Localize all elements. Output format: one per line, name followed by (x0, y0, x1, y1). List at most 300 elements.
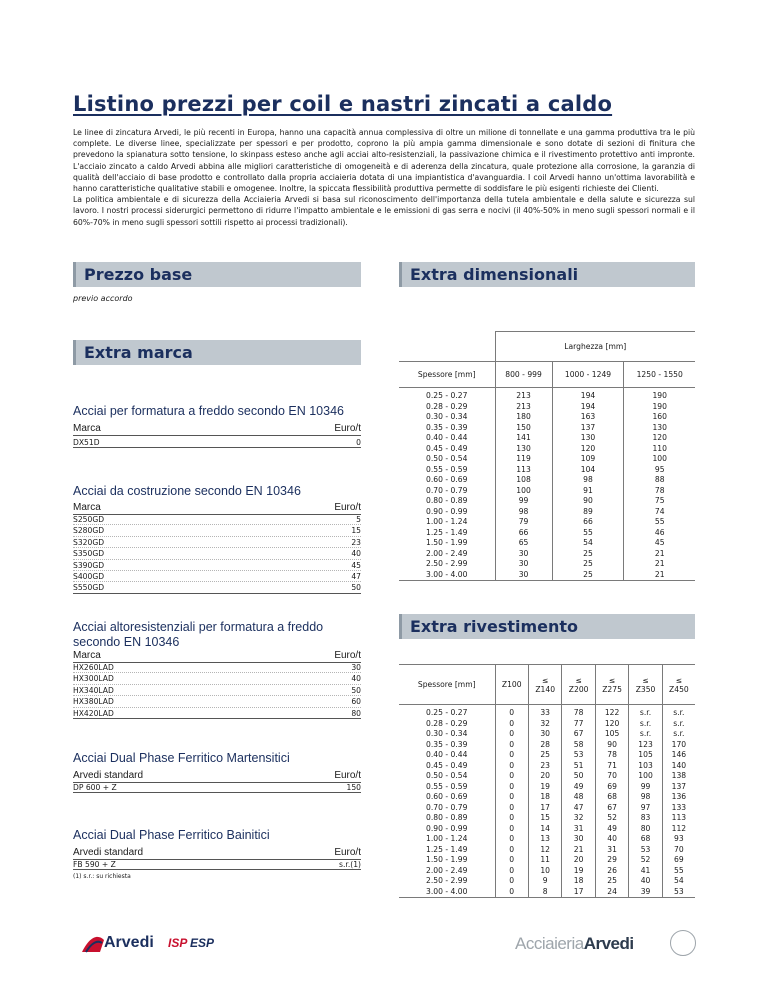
table-cell: 32 (540, 718, 551, 728)
table-row (73, 560, 361, 571)
table-cell: 30 (540, 729, 551, 738)
table-cell: 0.25 - 0.27 (426, 391, 468, 400)
table-cell: 70 (674, 844, 684, 854)
value-column (629, 705, 662, 898)
section-title: Extra rivestimento (410, 617, 579, 636)
table-cell: 1.25 - 1.49 (426, 527, 468, 537)
table-cell: 39 (640, 886, 651, 896)
table-cell: 1.50 - 1.99 (426, 538, 468, 547)
value-column (552, 388, 624, 581)
thickness-header: Spessore [mm] (399, 665, 495, 705)
table-cell: s.r. (673, 729, 685, 738)
table-cell: 9 (542, 876, 548, 885)
price-cell: 47 (351, 571, 361, 581)
marca-cell: DP 600 + Z (73, 783, 117, 792)
col-euro: Euro/t (334, 502, 361, 513)
table-cell: 79 (518, 517, 529, 526)
table-cell: 100 (516, 485, 531, 495)
arvedi-wordmark: Arvedi (104, 934, 154, 951)
table-cell: 1.00 - 1.24 (426, 517, 468, 526)
group-rows (73, 514, 361, 594)
table-cell: 0 (509, 834, 515, 843)
table-cell: 137 (671, 781, 687, 791)
col-euro: Euro/t (334, 423, 361, 434)
table-cell: 213 (516, 391, 531, 400)
table-cell: 137 (580, 422, 596, 432)
col-marca: Arvedi standard (73, 770, 144, 781)
table-cell: 52 (607, 813, 617, 822)
table-cell: 1.50 - 1.99 (426, 855, 468, 864)
table-cell: 160 (652, 412, 667, 421)
table-cell: 0 (509, 792, 515, 801)
table-cell: 55 (674, 865, 684, 875)
marca-cell: S390GD (73, 560, 105, 570)
marca-cell: DX51D (73, 438, 100, 447)
table-cell: 53 (674, 886, 684, 896)
table-cell: 49 (573, 781, 584, 791)
table-cell: 25 (583, 569, 593, 579)
value-column (624, 388, 695, 581)
col-header: ≤ Z200 (562, 665, 595, 705)
table-cell: 31 (607, 844, 617, 854)
col-header: Z100 (495, 665, 528, 705)
section-band-extra-rivestimento (399, 614, 695, 639)
table-cell: 19 (540, 781, 551, 791)
thickness-column (399, 388, 495, 581)
group-title: Acciai da costruzione secondo EN 10346 (73, 484, 301, 498)
table-row (73, 708, 361, 719)
table-cell: 53 (640, 844, 651, 854)
table-cell: 0.55 - 0.59 (426, 781, 468, 791)
table-cell: 0.60 - 0.69 (426, 475, 468, 484)
section-title: Extra marca (84, 343, 193, 362)
table-cell: 66 (583, 517, 593, 526)
table-cell: 13 (540, 834, 551, 843)
table-cell: 0.40 - 0.44 (426, 433, 468, 442)
table-cell: 113 (516, 464, 531, 474)
price-cell: 15 (351, 526, 361, 536)
table-cell: 112 (671, 823, 687, 833)
table-cell: 103 (638, 760, 653, 770)
table-cell: 190 (652, 391, 667, 400)
table-cell: 30 (518, 559, 529, 568)
col-marca: Marca (73, 650, 101, 661)
table-cell: 213 (516, 401, 531, 411)
table-cell: 104 (580, 464, 596, 474)
table-cell: 23 (540, 760, 551, 770)
table-cell: 25 (583, 548, 593, 558)
table-cell: 15 (540, 813, 551, 822)
table-cell: 0 (509, 781, 515, 791)
col-euro: Euro/t (334, 847, 361, 858)
table-cell: 2.00 - 2.49 (426, 865, 468, 875)
value-column (495, 705, 528, 898)
emblem-icon (670, 930, 696, 956)
table-cell: 26 (607, 865, 617, 875)
table-cell: 98 (640, 792, 651, 801)
table-cell: 28 (540, 739, 551, 749)
table-cell: 0.35 - 0.39 (426, 422, 468, 432)
table-cell: 52 (640, 855, 651, 864)
table-cell: 78 (573, 708, 584, 717)
table-cell: 10 (540, 865, 551, 875)
table-cell: 70 (607, 771, 617, 780)
table-cell: 0 (509, 813, 515, 822)
marca-cell: S550GD (73, 583, 105, 593)
table-cell: 0.55 - 0.59 (426, 464, 468, 474)
extra-rivestimento-table (399, 664, 695, 898)
table-cell: 110 (652, 443, 667, 453)
col-header: 800 - 999 (495, 362, 552, 388)
value-column (595, 705, 628, 898)
price-cell: s.r.(1) (339, 860, 361, 869)
table-cell: 65 (518, 538, 529, 547)
arvedi-logo (80, 932, 220, 960)
table-cell: 138 (671, 771, 687, 780)
price-cell: 150 (346, 783, 361, 792)
intro-paragraph-1: Le linee di zincatura Arvedi, le più recenti in Europa, hanno una capacità annua complessiva di oltre un milione di tonnellate e una gamma produttiva tra le più complete. Le diverse linee, specializzate per spessori e per prodotto, coprono la più ampia gamma dimensionale e sono dotate di sezioni di finitura che prevedono la spianatura sotto tensione, lo skinpass esteso anche agli acciai alto-resistenziali, la passivazione chimica e il rivestimento protettivo anti impronte. L'acciaio zincato a caldo Arvedi abbina alle migliori caratteristiche di omogeneità e di aderenza della zincatura, quale protezione alla corrosione, la garanzia di qualità dell'acciaio di base prodotto e controllato dalla propria acciaieria dotata di una impiantistica d'avanguardia. I coil Arvedi hanno un'ottima lavorabilità e hanno caratteristiche qualitative stabili e omogenee. Inoltre, la spiccata flessibilità produttiva permette di soddisfare le più esigenti richieste dei Clienti. (73, 128, 695, 194)
table-row (73, 673, 361, 684)
price-cell: 60 (351, 697, 361, 707)
table-cell: 67 (573, 729, 584, 738)
table-row (73, 571, 361, 582)
table-cell: 109 (580, 454, 596, 463)
table-cell: 1.00 - 1.24 (426, 834, 468, 843)
table-cell: 130 (516, 443, 531, 453)
table-cell: 90 (607, 739, 617, 749)
logo-bold-text: Arvedi (583, 934, 634, 953)
table-cell: 170 (671, 739, 687, 749)
table-cell: 93 (674, 834, 684, 843)
table-cell: 21 (654, 548, 665, 558)
table-cell: 24 (607, 886, 617, 896)
width-header: Larghezza [mm] (495, 332, 695, 362)
marca-cell: S400GD (73, 571, 105, 581)
table-cell: 130 (652, 422, 667, 432)
table-cell: 69 (674, 855, 684, 864)
table-cell: 1.25 - 1.49 (426, 844, 468, 854)
acciaieria-arvedi-logo (515, 934, 634, 954)
logo-light-text: Acciaieria (515, 934, 584, 953)
table-cell: 146 (671, 750, 687, 759)
table-cell: 141 (516, 433, 531, 442)
table-cell: 0.80 - 0.89 (426, 813, 468, 822)
table-cell: 0.70 - 0.79 (426, 485, 468, 495)
table-cell: 0 (509, 865, 515, 875)
marca-cell: HX340LAD (73, 685, 114, 695)
value-column (528, 705, 561, 898)
table-cell: 78 (654, 485, 665, 495)
table-cell: 67 (607, 802, 617, 812)
section-title: Extra dimensionali (410, 265, 579, 284)
marca-cell: HX300LAD (73, 674, 114, 684)
table-cell: 25 (583, 559, 593, 568)
table-cell: 98 (518, 506, 529, 516)
table-cell: 3.00 - 4.00 (426, 886, 468, 896)
table-cell: 90 (583, 496, 593, 505)
table-cell: 21 (654, 569, 665, 579)
table-row (73, 859, 361, 870)
table-cell: 21 (654, 559, 665, 568)
table-cell: 18 (573, 876, 584, 885)
thickness-header: Spessore [mm] (399, 362, 495, 388)
table-cell: 180 (516, 412, 531, 421)
extra-dimensionali-table (399, 331, 695, 581)
table-cell: 136 (671, 792, 687, 801)
marca-cell: FB 590 + Z (73, 860, 116, 869)
table-cell: 0.30 - 0.34 (426, 412, 468, 421)
table-cell: 97 (640, 802, 651, 812)
table-cell: 0.35 - 0.39 (426, 739, 468, 749)
table-cell: 0.80 - 0.89 (426, 496, 468, 505)
table-cell: 105 (638, 750, 653, 759)
price-cell: 50 (351, 685, 361, 695)
table-cell: 58 (573, 739, 584, 749)
table-cell: 130 (580, 433, 596, 442)
table-cell: 51 (573, 760, 584, 770)
page-title: Listino prezzi per coil e nastri zincati a caldo (73, 92, 613, 116)
table-cell: s.r. (673, 708, 685, 717)
esp-wordmark: ESP (190, 936, 215, 950)
table-cell: 0.90 - 0.99 (426, 823, 468, 833)
marca-cell: S320GD (73, 537, 105, 547)
table-cell: 25 (607, 876, 617, 885)
table-cell: 2.50 - 2.99 (426, 559, 468, 568)
table-cell: 194 (580, 391, 596, 400)
table-cell: 119 (516, 454, 531, 463)
table-cell: 29 (607, 855, 617, 864)
group-rows (73, 859, 361, 870)
table-cell: 0.60 - 0.69 (426, 792, 468, 801)
table-row (73, 685, 361, 696)
table-cell: 80 (640, 823, 651, 833)
table-cell: 0.50 - 0.54 (426, 771, 468, 780)
table-cell: 20 (573, 855, 584, 864)
group-header (73, 423, 361, 436)
price-cell: 40 (351, 549, 361, 559)
table-row (73, 537, 361, 548)
value-column (495, 388, 552, 581)
table-cell: 54 (674, 876, 684, 885)
table-cell: 68 (607, 792, 617, 801)
table-cell: 120 (652, 433, 667, 442)
table-cell: 105 (604, 729, 620, 738)
table-cell: 21 (573, 844, 584, 854)
value-column (562, 705, 595, 898)
table-cell: 75 (654, 496, 665, 505)
table-cell: 83 (640, 813, 651, 822)
table-row (73, 662, 361, 673)
table-cell: 0.45 - 0.49 (426, 760, 468, 770)
table-cell: 17 (540, 802, 551, 812)
value-column (662, 705, 695, 898)
col-euro: Euro/t (334, 650, 361, 661)
table-cell: 0 (509, 886, 515, 896)
table-cell: 50 (573, 771, 584, 780)
table-cell: 0 (509, 855, 515, 864)
table-cell: 2.50 - 2.99 (426, 876, 468, 885)
section-band-extra-dimensionali (399, 262, 695, 287)
price-cell: 0 (356, 438, 361, 447)
table-cell: 11 (540, 855, 551, 864)
table-cell: 46 (654, 527, 665, 537)
table-row (73, 548, 361, 559)
col-euro: Euro/t (334, 770, 361, 781)
table-cell: 69 (607, 781, 617, 791)
table-cell: 40 (607, 834, 617, 843)
marca-cell: S250GD (73, 515, 105, 524)
table-cell: 18 (540, 792, 551, 801)
previo-accordo-note: previo accordo (73, 294, 133, 303)
table-cell: 140 (671, 760, 687, 770)
marca-cell: HX260LAD (73, 663, 114, 672)
table-cell: 194 (580, 401, 596, 411)
table-cell: s.r. (673, 718, 685, 728)
table-cell: 0 (509, 708, 515, 717)
marca-cell: S280GD (73, 526, 105, 536)
footnote: (1) s.r.: su richiesta (73, 873, 131, 880)
table-cell: 0 (509, 844, 515, 854)
table-cell: 78 (607, 750, 617, 759)
col-marca: Marca (73, 423, 101, 434)
price-cell: 30 (351, 663, 361, 672)
table-cell: 17 (573, 886, 584, 896)
table-cell: 54 (583, 538, 593, 547)
group-title: Acciai altoresistenziali per formatura a freddo secondo EN 10346 (73, 620, 324, 649)
intro-paragraph-2: La politica ambientale e di sicurezza della Acciaieria Arvedi si basa sul riconoscimento dell'importanza della tutela ambientale e della salute e sicurezza sul lavoro. I nostri processi siderurgici permettono di ridurre l'impatto ambientale e le emissioni di gas serra e nocivi (il 40%-50% in meno sugli spessori normali e il 60%-70% in meno sugli spessori sottili rispetto ai processi tradizionali). (73, 195, 695, 227)
table-cell: 0.90 - 0.99 (426, 506, 468, 516)
table-cell: 71 (607, 760, 617, 770)
group-rows (73, 437, 361, 448)
table-cell: 91 (583, 485, 593, 495)
table-cell: 8 (542, 886, 548, 896)
table-cell: 99 (518, 496, 529, 505)
price-cell: 50 (351, 583, 361, 593)
table-cell: 113 (671, 813, 687, 822)
table-cell: 120 (604, 718, 620, 728)
table-cell: 150 (516, 422, 531, 432)
table-row (73, 582, 361, 593)
col-header: 1000 - 1249 (552, 362, 624, 388)
table-cell: 74 (654, 506, 665, 516)
table-cell: 77 (573, 718, 584, 728)
table-cell: 190 (652, 401, 667, 411)
table-cell: 55 (583, 527, 593, 537)
table-cell: 0.45 - 0.49 (426, 443, 468, 453)
table-cell: 0 (509, 760, 515, 770)
thickness-column (399, 705, 495, 898)
price-cell: 5 (356, 515, 361, 524)
table-row (73, 696, 361, 707)
table-cell: 108 (516, 475, 531, 484)
col-header: ≤ Z450 (662, 665, 695, 705)
table-cell: 25 (540, 750, 551, 759)
table-cell: 0 (509, 771, 515, 780)
table-cell: 0.40 - 0.44 (426, 750, 468, 759)
table-cell: s.r. (639, 708, 652, 717)
table-cell: 0 (509, 729, 515, 738)
section-band-prezzo-base (73, 262, 361, 287)
table-cell: 41 (640, 865, 651, 875)
marca-cell: S350GD (73, 549, 105, 559)
table-cell: 100 (652, 454, 667, 463)
table-cell: 49 (607, 823, 617, 833)
table-cell: 0.30 - 0.34 (426, 729, 468, 738)
table-row (73, 437, 361, 448)
col-header: 1250 - 1550 (624, 362, 695, 388)
table-cell: 0.28 - 0.29 (426, 718, 468, 728)
table-cell: 12 (540, 844, 551, 854)
table-cell: 47 (573, 802, 584, 812)
isp-wordmark: ISP (168, 936, 188, 950)
table-cell: 0 (509, 750, 515, 759)
table-cell: 0.50 - 0.54 (426, 454, 468, 463)
group-rows (73, 662, 361, 719)
table-cell: s.r. (639, 729, 652, 738)
col-header: ≤ Z350 (629, 665, 662, 705)
price-cell: 40 (351, 674, 361, 684)
col-marca: Arvedi standard (73, 847, 144, 858)
table-cell: 2.00 - 2.49 (426, 548, 468, 558)
table-cell: 66 (518, 527, 529, 537)
section-title: Prezzo base (84, 265, 193, 284)
marca-cell: HX420LAD (73, 708, 114, 718)
col-header: ≤ Z140 (528, 665, 561, 705)
table-row (73, 514, 361, 525)
table-cell: 89 (583, 506, 593, 516)
price-cell: 23 (351, 537, 361, 547)
table-cell: 14 (540, 823, 551, 833)
price-cell: 45 (351, 560, 361, 570)
table-row (73, 782, 361, 793)
table-cell: 0.28 - 0.29 (426, 401, 468, 411)
table-cell: 3.00 - 4.00 (426, 569, 468, 579)
price-cell: 80 (351, 708, 361, 718)
table-cell: 163 (580, 412, 596, 421)
table-cell: 45 (654, 538, 665, 547)
col-marca: Marca (73, 502, 101, 513)
table-cell: 0.25 - 0.27 (426, 708, 468, 717)
table-cell: 55 (654, 517, 665, 526)
table-cell: 133 (671, 802, 687, 812)
intro-text (73, 127, 695, 228)
table-cell: 30 (518, 569, 529, 579)
table-cell: 0 (509, 876, 515, 885)
group-title: Acciai per formatura a freddo secondo EN 10346 (73, 404, 344, 418)
table-cell: 33 (540, 708, 551, 717)
table-cell: 53 (573, 750, 584, 759)
section-band-extra-marca (73, 340, 361, 365)
table-cell: 32 (573, 813, 584, 822)
table-cell: 30 (518, 548, 529, 558)
table-cell: 88 (654, 475, 665, 484)
group-title: Acciai Dual Phase Ferritico Bainitici (73, 828, 270, 842)
table-cell: 120 (580, 443, 596, 453)
table-cell: 0 (509, 718, 515, 728)
col-header: ≤ Z275 (595, 665, 628, 705)
table-cell: s.r. (639, 718, 652, 728)
group-rows (73, 782, 361, 793)
table-cell: 95 (654, 464, 665, 474)
table-cell: 31 (573, 823, 584, 833)
table-cell: 30 (573, 834, 584, 843)
table-cell: 48 (573, 792, 584, 801)
marca-cell: HX380LAD (73, 697, 114, 707)
table-cell: 99 (640, 781, 651, 791)
table-cell: 122 (604, 708, 620, 717)
table-cell: 68 (640, 834, 651, 843)
table-cell: 123 (638, 739, 653, 749)
